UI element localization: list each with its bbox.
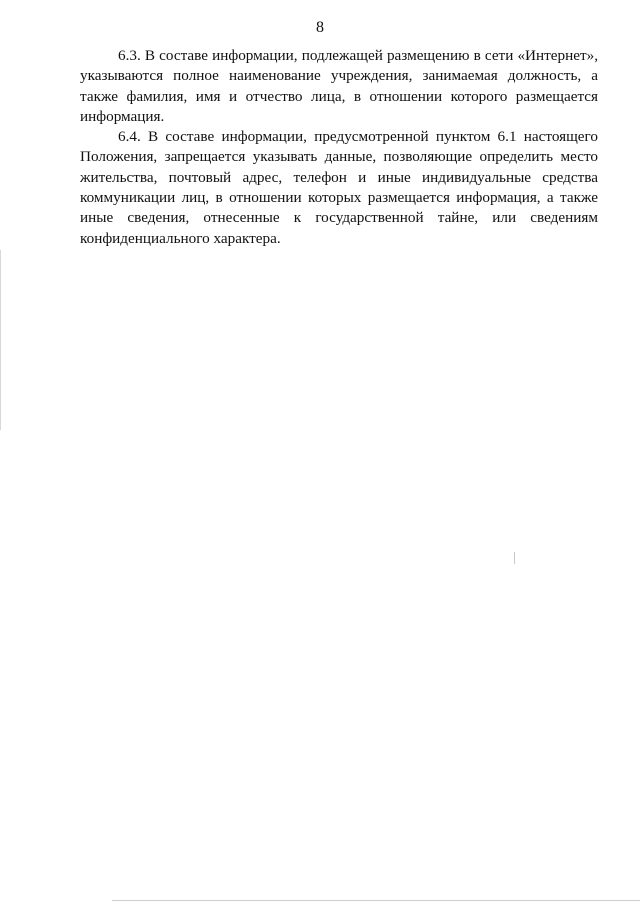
document-body bbox=[80, 46, 598, 249]
scan-artifact-bottom-line bbox=[112, 900, 640, 901]
paragraph-6-4: 6.4. В составе информации, предусмотренной пунктом 6.1 настоящего Положения, запрещается указывать данные, позволяющие определить место жительства, почтовый адрес, телефон и иные индивидуальные средства коммуникации лиц, в отношении которых размещается информация, а также иные сведения, отнесенные к государственной тайне, или сведениям конфиденциального характера. bbox=[80, 128, 598, 247]
paragraph-6-3: 6.3. В составе информации, подлежащей размещению в сети «Интернет», указываются полное наименование учреждения, занимаемая должность, а также фамилия, имя и отчество лица, в отношении которого размещается информация. bbox=[80, 47, 598, 125]
page-number: 8 bbox=[316, 19, 324, 36]
scan-artifact-left-edge bbox=[0, 250, 1, 430]
scan-artifact-speck bbox=[514, 552, 515, 564]
